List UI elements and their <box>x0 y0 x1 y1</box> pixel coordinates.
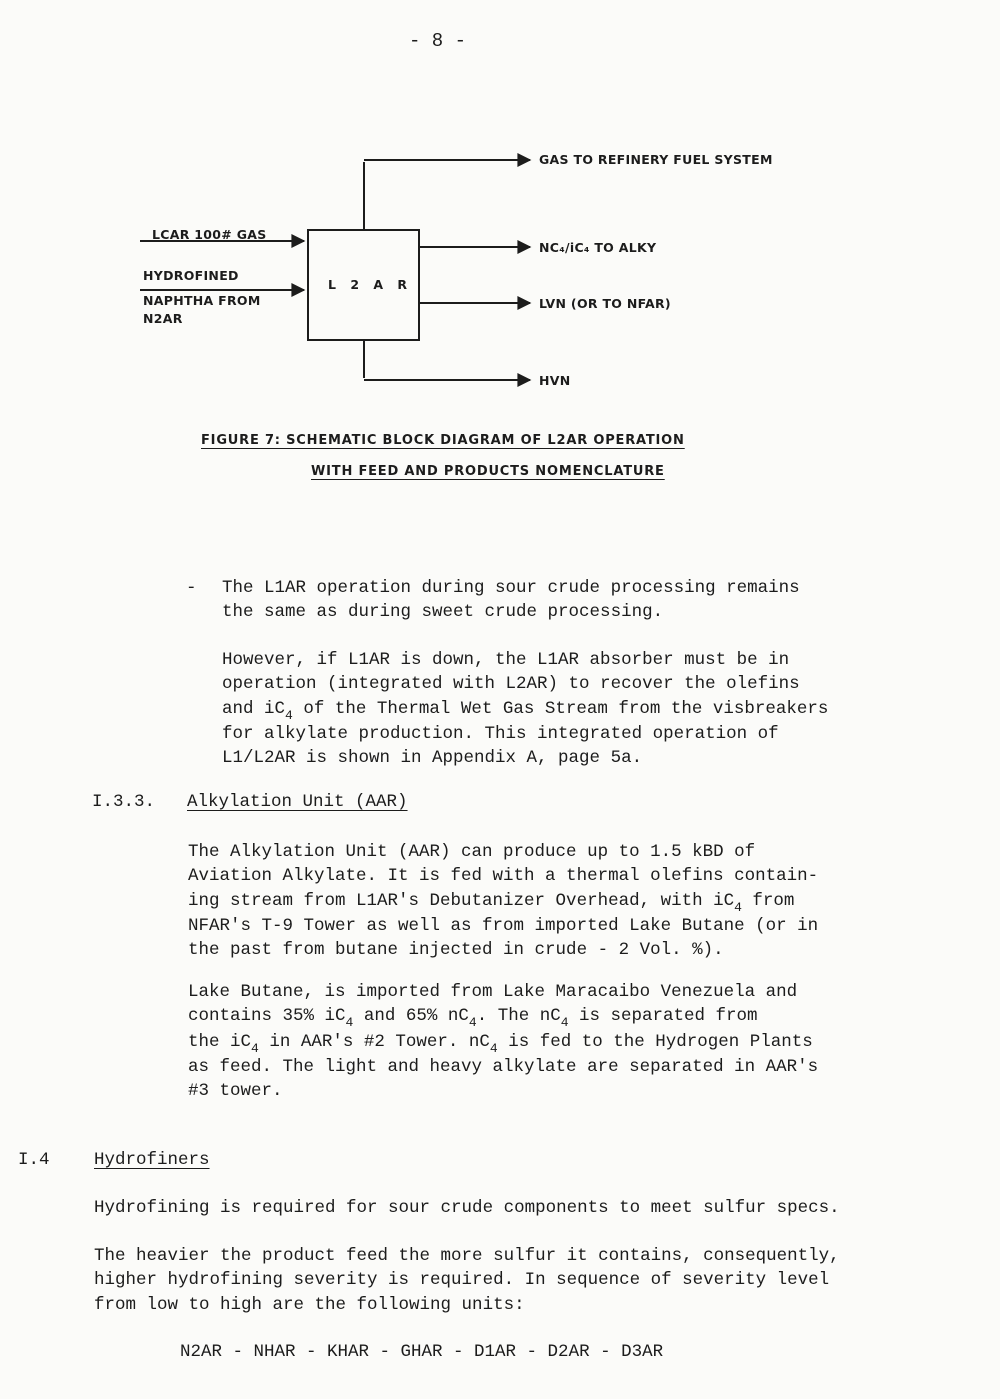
output-label-lvn: LVN (OR TO NFAR) <box>539 296 671 311</box>
l1ar-note-para1: The L1AR operation during sour crude processing remains the same as during sweet crude processing. <box>222 578 800 623</box>
hydrofiners-para1: Hydrofining is required for sour crude components to meet sulfur specs. <box>94 1198 840 1218</box>
section-title-hydrofiners: Hydrofiners <box>94 1150 210 1170</box>
section-number-1-3-3: I.3.3. <box>92 792 156 812</box>
output-label-gas: GAS TO REFINERY FUEL SYSTEM <box>539 152 773 167</box>
hydrofiners-para2: The heavier the product feed the more sulfur it contains, consequently, higher hydrofining severity is required. In sequence of severity level from low to high are the following units: <box>94 1246 840 1315</box>
alkylation-para2: Lake Butane, is imported from Lake Maracaibo Venezuela and contains 35% $iC_4$ and 65% $nC_4$. The $nC_4$ is separated from the $iC_4$ in AAR's #2 Tower. $nC_4$ is fed to the Hydrogen Plants as feed. The light and heavy alkylate are separated in AAR's #3 tower. <box>188 982 819 1102</box>
figure-caption-line2: WITH FEED AND PRODUCTS NOMENCLATURE <box>311 464 665 479</box>
block-diagram <box>0 0 1000 440</box>
input-label-naphtha-from: NAPHTHA FROM <box>143 293 261 308</box>
section-title-alkylation: Alkylation Unit (AAR) <box>187 792 408 812</box>
bullet-dash: - <box>186 578 197 598</box>
output-label-hvn: HVN <box>539 373 571 388</box>
input-label-lcar-gas: LCAR 100# GAS <box>152 227 267 242</box>
input-label-n2ar: N2AR <box>143 311 183 326</box>
severity-sequence: N2AR - NHAR - KHAR - GHAR - D1AR - D2AR - D3AR <box>180 1342 664 1362</box>
section-number-1-4: I.4 <box>18 1150 50 1170</box>
unit-label: L 2 A R <box>328 277 413 292</box>
output-label-butanes: NC₄/iC₄ TO ALKY <box>539 240 657 255</box>
input-label-hydrofined: HYDROFINED <box>143 268 239 283</box>
alkylation-para1: The Alkylation Unit (AAR) can produce up to 1.5 kBD of Aviation Alkylate. It is fed with a thermal olefins contain- ing stream from L1AR's Debutanizer Overhead, with $iC_4$ from NFAR's T-9 Tower as well as from imported Lake Butane (or in the past from butane injected in crude - 2 Vol. %). <box>188 842 819 961</box>
figure-caption-line1: FIGURE 7: SCHEMATIC BLOCK DIAGRAM OF L2AR OPERATION <box>201 433 685 448</box>
l1ar-note-para2: However, if L1AR is down, the L1AR absorber must be in operation (integrated with L2AR) to recover the olefins and $iC_4$ of the Thermal Wet Gas Stream from the visbreakers for alkylate production. This integrated operation of L1/L2AR is shown in Appendix A, page 5a. <box>222 650 829 769</box>
page-number: - 8 - <box>408 30 466 52</box>
